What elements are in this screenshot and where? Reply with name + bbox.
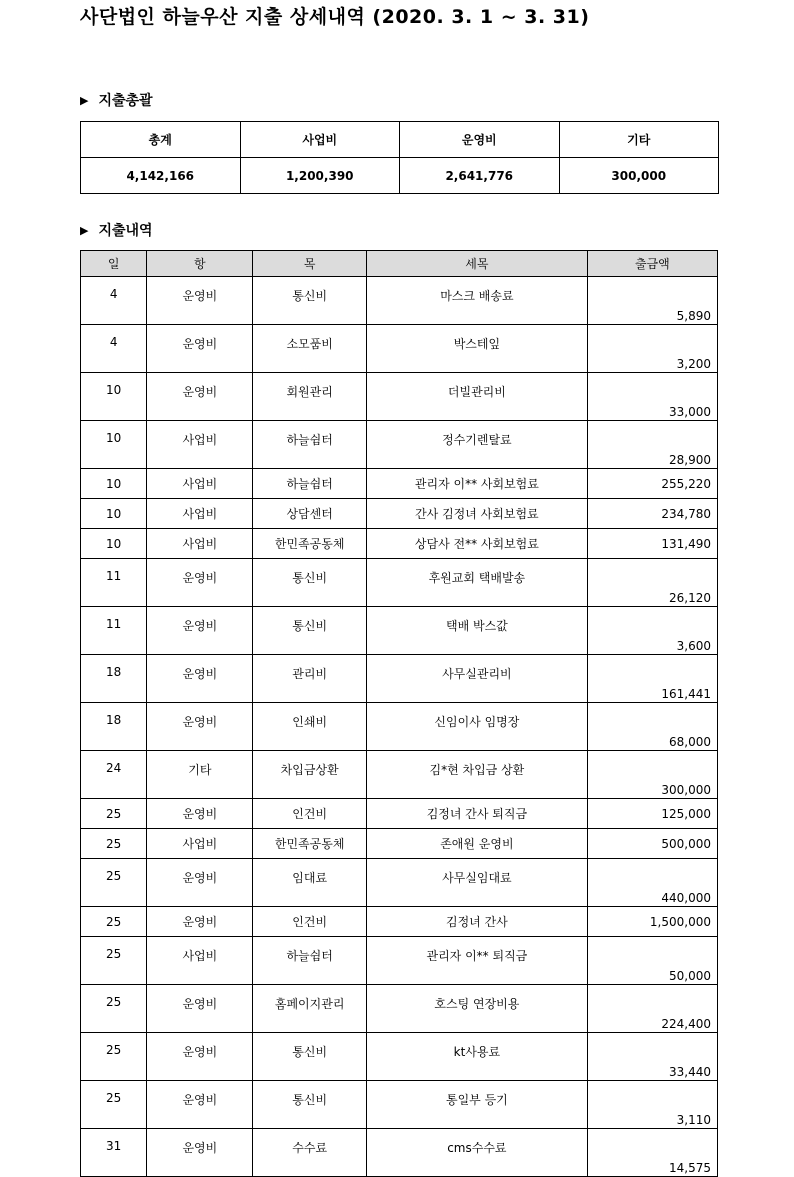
amount-cell: 33,440 xyxy=(587,1033,717,1081)
item-cell: 인쇄비 xyxy=(253,703,367,751)
category-cell: 사업비 xyxy=(147,829,253,859)
item-cell: 관리비 xyxy=(253,655,367,703)
subitem-cell: 사무실관리비 xyxy=(367,655,588,703)
day-cell: 4 xyxy=(81,277,147,325)
amount-cell: 50,000 xyxy=(587,937,717,985)
day-cell: 10 xyxy=(81,499,147,529)
page-title: 사단법인 하늘우산 지출 상세내역 (2020. 3. 1 ~ 3. 31) xyxy=(80,6,590,28)
summary-value-row xyxy=(81,158,719,194)
play-arrow-icon: ▶ xyxy=(80,223,89,237)
subitem-cell: 더빌관리비 xyxy=(367,373,588,421)
summary-header-cell: 운영비 xyxy=(400,122,560,158)
item-cell: 한민족공동체 xyxy=(253,529,367,559)
day-cell: 25 xyxy=(81,1033,147,1081)
category-cell: 사업비 xyxy=(147,499,253,529)
category-cell: 운영비 xyxy=(147,559,253,607)
day-cell: 31 xyxy=(81,1129,147,1177)
summary-heading-label: 지출총괄 xyxy=(98,93,153,109)
category-cell: 운영비 xyxy=(147,1081,253,1129)
amount-cell: 3,200 xyxy=(587,325,717,373)
subitem-cell: 마스크 배송료 xyxy=(367,277,588,325)
table-row xyxy=(81,277,718,325)
amount-cell: 26,120 xyxy=(587,559,717,607)
table-row xyxy=(81,655,718,703)
category-cell: 기타 xyxy=(147,751,253,799)
subitem-cell: 신임이사 임명장 xyxy=(367,703,588,751)
day-cell: 10 xyxy=(81,421,147,469)
category-cell: 운영비 xyxy=(147,907,253,937)
item-cell: 홈페이지관리 xyxy=(253,985,367,1033)
day-cell: 10 xyxy=(81,373,147,421)
amount-cell: 125,000 xyxy=(587,799,717,829)
table-row xyxy=(81,829,718,859)
subitem-cell: 존애원 운영비 xyxy=(367,829,588,859)
summary-value-cell: 300,000 xyxy=(559,158,719,194)
amount-cell: 14,575 xyxy=(587,1129,717,1177)
table-row xyxy=(81,799,718,829)
item-cell: 소모품비 xyxy=(253,325,367,373)
item-cell: 통신비 xyxy=(253,559,367,607)
category-cell: 사업비 xyxy=(147,529,253,559)
amount-cell: 68,000 xyxy=(587,703,717,751)
category-cell: 운영비 xyxy=(147,985,253,1033)
summary-header-row xyxy=(81,122,719,158)
item-cell: 통신비 xyxy=(253,1081,367,1129)
category-cell: 운영비 xyxy=(147,373,253,421)
table-row xyxy=(81,937,718,985)
amount-cell: 234,780 xyxy=(587,499,717,529)
subitem-cell: 관리자 이** 사회보험료 xyxy=(367,469,588,499)
day-cell: 18 xyxy=(81,703,147,751)
table-row xyxy=(81,559,718,607)
details-section-heading xyxy=(80,220,153,240)
header-category: 항 xyxy=(147,251,253,277)
amount-cell: 5,890 xyxy=(587,277,717,325)
subitem-cell: 상담사 전** 사회보험료 xyxy=(367,529,588,559)
amount-cell: 255,220 xyxy=(587,469,717,499)
table-row xyxy=(81,1129,718,1177)
item-cell: 차입금상환 xyxy=(253,751,367,799)
table-row xyxy=(81,751,718,799)
amount-cell: 500,000 xyxy=(587,829,717,859)
day-cell: 25 xyxy=(81,907,147,937)
subitem-cell: 택배 박스값 xyxy=(367,607,588,655)
subitem-cell: 박스테잎 xyxy=(367,325,588,373)
category-cell: 운영비 xyxy=(147,859,253,907)
day-cell: 25 xyxy=(81,859,147,907)
table-row xyxy=(81,1033,718,1081)
amount-cell: 161,441 xyxy=(587,655,717,703)
item-cell: 하늘쉼터 xyxy=(253,937,367,985)
subitem-cell: 김*현 차입금 상환 xyxy=(367,751,588,799)
subitem-cell: 호스팅 연장비용 xyxy=(367,985,588,1033)
category-cell: 운영비 xyxy=(147,655,253,703)
table-row xyxy=(81,325,718,373)
amount-cell: 440,000 xyxy=(587,859,717,907)
category-cell: 운영비 xyxy=(147,799,253,829)
item-cell: 임대료 xyxy=(253,859,367,907)
item-cell: 통신비 xyxy=(253,277,367,325)
category-cell: 운영비 xyxy=(147,703,253,751)
day-cell: 10 xyxy=(81,529,147,559)
table-row xyxy=(81,703,718,751)
item-cell: 한민족공동체 xyxy=(253,829,367,859)
subitem-cell: cms수수료 xyxy=(367,1129,588,1177)
category-cell: 운영비 xyxy=(147,607,253,655)
play-arrow-icon: ▶ xyxy=(80,93,89,107)
category-cell: 사업비 xyxy=(147,421,253,469)
table-row xyxy=(81,907,718,937)
day-cell: 11 xyxy=(81,607,147,655)
item-cell: 상담센터 xyxy=(253,499,367,529)
day-cell: 4 xyxy=(81,325,147,373)
subitem-cell: kt사용료 xyxy=(367,1033,588,1081)
day-cell: 25 xyxy=(81,1081,147,1129)
category-cell: 운영비 xyxy=(147,277,253,325)
table-row xyxy=(81,1081,718,1129)
category-cell: 사업비 xyxy=(147,469,253,499)
summary-table xyxy=(80,121,719,194)
amount-cell: 224,400 xyxy=(587,985,717,1033)
day-cell: 25 xyxy=(81,985,147,1033)
table-row xyxy=(81,985,718,1033)
item-cell: 인건비 xyxy=(253,907,367,937)
category-cell: 운영비 xyxy=(147,1129,253,1177)
item-cell: 하늘쉼터 xyxy=(253,421,367,469)
subitem-cell: 김정녀 간사 xyxy=(367,907,588,937)
day-cell: 25 xyxy=(81,829,147,859)
details-heading-label: 지출내역 xyxy=(98,223,153,239)
table-row xyxy=(81,607,718,655)
table-row xyxy=(81,499,718,529)
header-item: 목 xyxy=(253,251,367,277)
amount-cell: 3,600 xyxy=(587,607,717,655)
amount-cell: 33,000 xyxy=(587,373,717,421)
day-cell: 25 xyxy=(81,799,147,829)
day-cell: 10 xyxy=(81,469,147,499)
subitem-cell: 사무실임대료 xyxy=(367,859,588,907)
summary-header-cell: 사업비 xyxy=(240,122,400,158)
summary-header-cell: 총계 xyxy=(81,122,241,158)
summary-value-cell: 2,641,776 xyxy=(400,158,560,194)
table-row xyxy=(81,373,718,421)
day-cell: 18 xyxy=(81,655,147,703)
amount-cell: 28,900 xyxy=(587,421,717,469)
amount-cell: 300,000 xyxy=(587,751,717,799)
subitem-cell: 후원교회 택배발송 xyxy=(367,559,588,607)
amount-cell: 3,110 xyxy=(587,1081,717,1129)
day-cell: 11 xyxy=(81,559,147,607)
day-cell: 24 xyxy=(81,751,147,799)
item-cell: 통신비 xyxy=(253,1033,367,1081)
amount-cell: 131,490 xyxy=(587,529,717,559)
day-cell: 25 xyxy=(81,937,147,985)
table-row xyxy=(81,529,718,559)
subitem-cell: 관리자 이** 퇴직금 xyxy=(367,937,588,985)
header-subitem: 세목 xyxy=(367,251,588,277)
header-day: 일 xyxy=(81,251,147,277)
subitem-cell: 정수기렌탈료 xyxy=(367,421,588,469)
details-table-body xyxy=(81,277,718,1177)
subitem-cell: 김정녀 간사 퇴직금 xyxy=(367,799,588,829)
category-cell: 운영비 xyxy=(147,325,253,373)
header-amount: 출금액 xyxy=(587,251,717,277)
item-cell: 통신비 xyxy=(253,607,367,655)
table-row xyxy=(81,421,718,469)
item-cell: 인건비 xyxy=(253,799,367,829)
table-row xyxy=(81,469,718,499)
item-cell: 하늘쉼터 xyxy=(253,469,367,499)
item-cell: 회원관리 xyxy=(253,373,367,421)
table-row xyxy=(81,859,718,907)
subitem-cell: 통일부 등기 xyxy=(367,1081,588,1129)
subitem-cell: 간사 김정녀 사회보험료 xyxy=(367,499,588,529)
category-cell: 운영비 xyxy=(147,1033,253,1081)
amount-cell: 1,500,000 xyxy=(587,907,717,937)
details-table xyxy=(80,250,718,1177)
category-cell: 사업비 xyxy=(147,937,253,985)
item-cell: 수수료 xyxy=(253,1129,367,1177)
summary-value-cell: 4,142,166 xyxy=(81,158,241,194)
summary-header-cell: 기타 xyxy=(559,122,719,158)
summary-value-cell: 1,200,390 xyxy=(240,158,400,194)
details-header-row xyxy=(81,251,718,277)
summary-section-heading xyxy=(80,90,153,110)
